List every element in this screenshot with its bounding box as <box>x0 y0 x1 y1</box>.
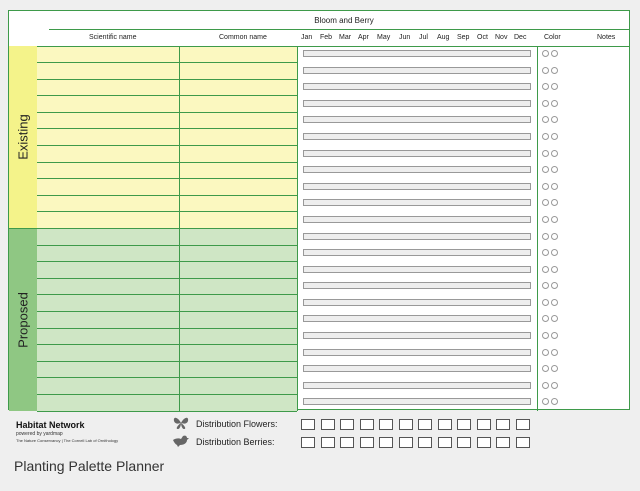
color-circle[interactable] <box>542 166 549 173</box>
month-header: Sep <box>457 34 470 41</box>
bloom-bar[interactable] <box>303 150 531 157</box>
row-divider <box>37 361 297 362</box>
color-circles <box>542 332 558 339</box>
row-divider <box>37 195 297 196</box>
row-divider <box>37 377 297 378</box>
color-circle[interactable] <box>542 116 549 123</box>
month-header: Jun <box>399 34 411 41</box>
distribution-flowers-label: Distribution Flowers: <box>196 419 278 429</box>
bloom-bar[interactable] <box>303 382 531 389</box>
row-divider <box>37 128 297 129</box>
distribution-berries-label: Distribution Berries: <box>196 437 275 447</box>
proposed-band <box>9 228 37 411</box>
column-divider <box>537 46 538 411</box>
color-circle[interactable] <box>551 315 558 322</box>
color-circles <box>542 282 558 289</box>
color-circle[interactable] <box>551 216 558 223</box>
distribution-box[interactable] <box>301 437 315 448</box>
color-circle[interactable] <box>551 133 558 140</box>
distribution-box[interactable] <box>457 437 471 448</box>
footer <box>0 410 640 491</box>
column-divider <box>179 46 180 411</box>
color-circle[interactable] <box>542 365 549 372</box>
color-circle[interactable] <box>551 199 558 206</box>
color-circle[interactable] <box>551 100 558 107</box>
color-circles <box>542 382 558 389</box>
row-divider <box>37 294 297 295</box>
color-circle[interactable] <box>542 282 549 289</box>
color-circle[interactable] <box>542 133 549 140</box>
month-header: Jan <box>301 34 313 41</box>
distribution-box[interactable] <box>477 419 491 430</box>
row-divider <box>37 328 297 329</box>
distribution-box[interactable] <box>477 437 491 448</box>
row-divider <box>37 145 297 146</box>
row-divider <box>37 46 297 47</box>
month-header: Oct <box>477 34 488 41</box>
color-circle[interactable] <box>551 398 558 405</box>
existing-band <box>9 46 37 228</box>
column-divider <box>297 46 298 411</box>
color-circles <box>542 315 558 322</box>
bloom-bar[interactable] <box>303 282 531 289</box>
color-circles <box>542 133 558 140</box>
month-header: Apr <box>358 34 369 41</box>
bloom-bar[interactable] <box>303 216 531 223</box>
color-circle[interactable] <box>551 382 558 389</box>
row-divider <box>37 261 297 262</box>
month-header: Dec <box>514 34 527 41</box>
group-divider <box>9 228 37 229</box>
distribution-box[interactable] <box>496 437 510 448</box>
distribution-box[interactable] <box>399 437 413 448</box>
color-circle[interactable] <box>542 315 549 322</box>
distribution-box[interactable] <box>340 437 354 448</box>
distribution-box[interactable] <box>399 419 413 430</box>
month-header: Mar <box>339 34 352 41</box>
color-circle[interactable] <box>551 150 558 157</box>
color-circles <box>542 233 558 240</box>
bloom-bar[interactable] <box>303 299 531 306</box>
color-circle[interactable] <box>551 332 558 339</box>
planner-title: Planting Palette Planner <box>14 458 165 474</box>
color-circle[interactable] <box>551 50 558 57</box>
bloom-bar[interactable] <box>303 266 531 273</box>
color-circle[interactable] <box>551 67 558 74</box>
color-circle[interactable] <box>551 365 558 372</box>
brand-title: Habitat Network <box>16 420 85 430</box>
row-divider <box>37 394 297 395</box>
color-circle[interactable] <box>551 249 558 256</box>
color-circle[interactable] <box>542 266 549 273</box>
distribution-box[interactable] <box>340 419 354 430</box>
color-circles <box>542 50 558 57</box>
planner-sheet <box>8 10 630 410</box>
color-circles <box>542 183 558 190</box>
color-circle[interactable] <box>542 100 549 107</box>
month-header: Feb <box>320 34 333 41</box>
distribution-box[interactable] <box>438 419 452 430</box>
row-divider <box>37 178 297 179</box>
butterfly-icon <box>172 416 190 430</box>
bloom-bar[interactable] <box>303 50 531 57</box>
color-circles <box>542 83 558 90</box>
bloom-bar[interactable] <box>303 133 531 140</box>
scientific-name-header: Scientific name <box>89 34 137 41</box>
distribution-box[interactable] <box>321 419 335 430</box>
bird-icon <box>172 434 190 447</box>
existing-label: Existing <box>15 114 31 160</box>
color-circles <box>542 67 558 74</box>
distribution-box[interactable] <box>360 437 374 448</box>
bloom-bar[interactable] <box>303 315 531 322</box>
color-circle[interactable] <box>542 382 549 389</box>
row-divider <box>37 211 297 212</box>
color-circle[interactable] <box>551 266 558 273</box>
color-circles <box>542 199 558 206</box>
row-divider <box>37 311 297 312</box>
color-circles <box>542 299 558 306</box>
color-circle[interactable] <box>551 282 558 289</box>
color-circle[interactable] <box>542 67 549 74</box>
color-circle[interactable] <box>542 50 549 57</box>
color-circles <box>542 216 558 223</box>
color-header: Color <box>544 34 561 41</box>
row-divider <box>37 79 297 80</box>
bloom-bar[interactable] <box>303 116 531 123</box>
common-name-header: Common name <box>219 34 267 41</box>
month-header: Aug <box>437 34 450 41</box>
bloom-bar[interactable] <box>303 67 531 74</box>
color-circle[interactable] <box>542 398 549 405</box>
color-circles <box>542 266 558 273</box>
distribution-box[interactable] <box>379 437 393 448</box>
bloom-bar[interactable] <box>303 349 531 356</box>
color-circle[interactable] <box>542 216 549 223</box>
bloom-bar[interactable] <box>303 199 531 206</box>
color-circle[interactable] <box>542 249 549 256</box>
month-header: May <box>377 34 391 41</box>
distribution-box[interactable] <box>321 437 335 448</box>
distribution-box[interactable] <box>418 437 432 448</box>
color-circles <box>542 249 558 256</box>
distribution-box[interactable] <box>496 419 510 430</box>
color-circle[interactable] <box>542 233 549 240</box>
brand-subtitle: powered by yardmap <box>16 431 63 437</box>
distribution-box[interactable] <box>438 437 452 448</box>
distribution-box[interactable] <box>418 419 432 430</box>
row-divider <box>37 112 297 113</box>
color-circles <box>542 365 558 372</box>
color-circle[interactable] <box>542 199 549 206</box>
color-circle[interactable] <box>551 233 558 240</box>
bloom-bar[interactable] <box>303 233 531 240</box>
proposed-label: Proposed <box>15 291 31 348</box>
color-circle[interactable] <box>542 299 549 306</box>
distribution-box[interactable] <box>301 419 315 430</box>
color-circle[interactable] <box>551 183 558 190</box>
distribution-box[interactable] <box>457 419 471 430</box>
color-circle[interactable] <box>542 332 549 339</box>
color-circles <box>542 398 558 405</box>
distribution-box[interactable] <box>516 419 530 430</box>
proposed-name-area <box>37 228 297 411</box>
row-divider <box>37 344 297 345</box>
row-divider <box>37 228 297 229</box>
bloom-bar[interactable] <box>303 83 531 90</box>
distribution-box[interactable] <box>379 419 393 430</box>
month-header: Nov <box>495 34 508 41</box>
color-circle[interactable] <box>542 349 549 356</box>
color-circles <box>542 100 558 107</box>
distribution-box[interactable] <box>516 437 530 448</box>
row-divider <box>37 62 297 63</box>
color-circle[interactable] <box>551 166 558 173</box>
month-header: Jul <box>419 34 428 41</box>
color-circles <box>542 116 558 123</box>
bloom-berry-title: Bloom and Berry <box>49 11 629 30</box>
row-divider <box>37 245 297 246</box>
color-circle[interactable] <box>542 183 549 190</box>
bloom-bar[interactable] <box>303 332 531 339</box>
bloom-bar[interactable] <box>303 100 531 107</box>
color-circles <box>542 349 558 356</box>
bloom-bar[interactable] <box>303 398 531 405</box>
color-circle[interactable] <box>551 349 558 356</box>
bloom-bar[interactable] <box>303 166 531 173</box>
existing-name-area <box>37 46 297 228</box>
distribution-box[interactable] <box>360 419 374 430</box>
color-circle[interactable] <box>551 116 558 123</box>
row-divider <box>37 95 297 96</box>
row-divider <box>37 278 297 279</box>
color-circle[interactable] <box>542 83 549 90</box>
partner-logos: The Nature Conservancy | The Cornell Lab of Ornithology <box>16 438 119 443</box>
notes-header: Notes <box>597 34 616 41</box>
color-circle[interactable] <box>551 83 558 90</box>
bloom-bar[interactable] <box>303 249 531 256</box>
bloom-bar[interactable] <box>303 183 531 190</box>
color-circle[interactable] <box>551 299 558 306</box>
color-circles <box>542 150 558 157</box>
column-headers <box>49 30 629 47</box>
color-circles <box>542 166 558 173</box>
bloom-bar[interactable] <box>303 365 531 372</box>
row-divider <box>37 162 297 163</box>
color-circle[interactable] <box>542 150 549 157</box>
